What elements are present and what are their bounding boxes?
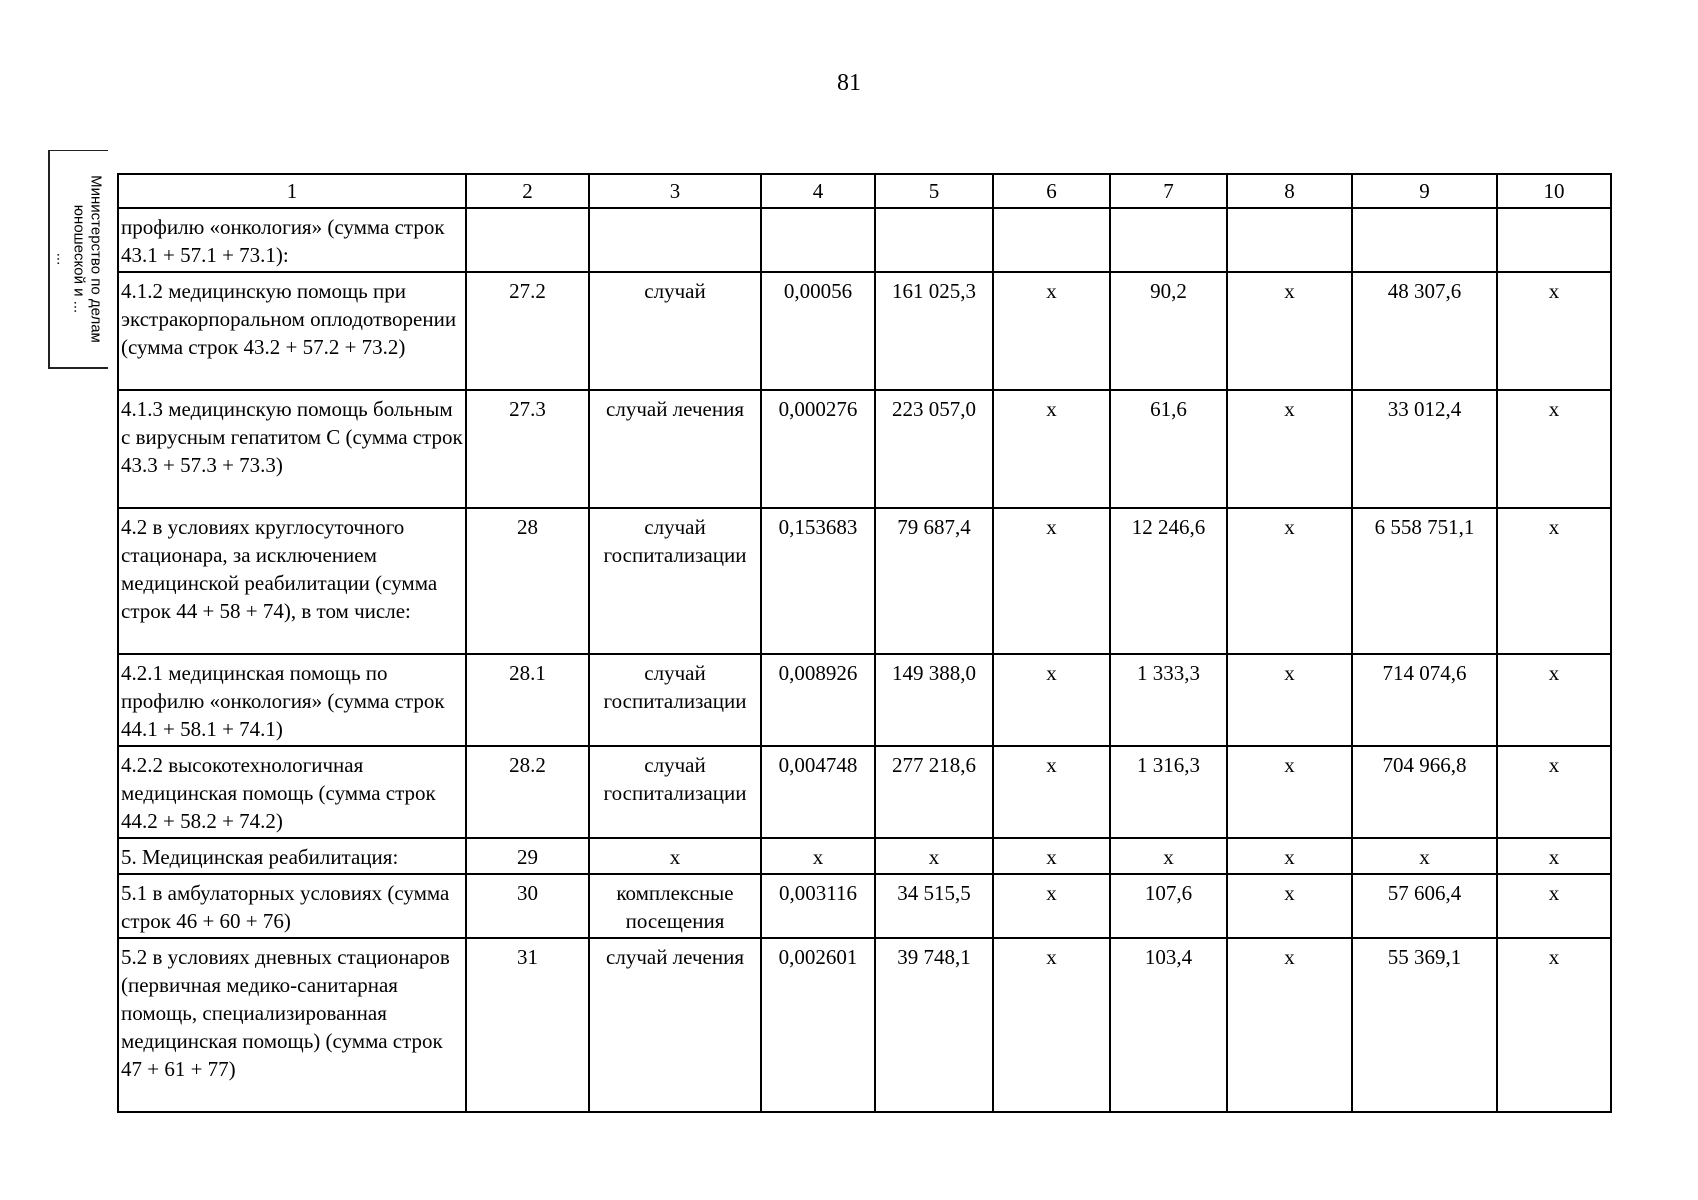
stamp-line: ... xyxy=(53,252,71,266)
table-cell: 0,153683 xyxy=(761,508,875,654)
table-cell: х xyxy=(1110,838,1227,874)
table-row xyxy=(118,208,1611,272)
table-cell: х xyxy=(1497,272,1611,390)
ministry-stamp xyxy=(48,150,108,369)
table-cell: 0,002601 xyxy=(761,938,875,1112)
row-label-cell: 4.1.3 медицинскую помощь больным с вирусным гепатитом С (сумма строк 43.3 + 57.3 + 73.3) xyxy=(118,390,466,508)
table-cell: х xyxy=(1227,390,1352,508)
table-cell: комплексные посещения xyxy=(589,874,761,938)
table-cell: 27.3 xyxy=(466,390,589,508)
header-cell: 1 xyxy=(118,174,466,208)
table-cell: 0,004748 xyxy=(761,746,875,838)
header-cell: 4 xyxy=(761,174,875,208)
table-cell: 33 012,4 xyxy=(1352,390,1497,508)
table-cell: х xyxy=(1227,938,1352,1112)
table-cell: 0,000276 xyxy=(761,390,875,508)
table-row xyxy=(118,938,1611,1112)
table-cell: 28.1 xyxy=(466,654,589,746)
header-cell: 9 xyxy=(1352,174,1497,208)
table-cell xyxy=(1352,208,1497,272)
table-cell: 39 748,1 xyxy=(875,938,993,1112)
table-cell: х xyxy=(1227,654,1352,746)
stamp-text xyxy=(54,175,105,343)
row-label-cell: 5.1 в амбулаторных условиях (сумма строк 46 + 60 + 76) xyxy=(118,874,466,938)
table-cell: 28 xyxy=(466,508,589,654)
table-cell xyxy=(875,208,993,272)
table-cell: 1 333,3 xyxy=(1110,654,1227,746)
table-cell: х xyxy=(993,272,1110,390)
table-cell: 34 515,5 xyxy=(875,874,993,938)
table-cell xyxy=(1110,208,1227,272)
table-cell xyxy=(1497,208,1611,272)
table-cell: х xyxy=(1227,508,1352,654)
table-cell xyxy=(761,208,875,272)
table-cell: 714 074,6 xyxy=(1352,654,1497,746)
header-cell: 5 xyxy=(875,174,993,208)
header-cell: 3 xyxy=(589,174,761,208)
table-cell: х xyxy=(993,654,1110,746)
table-cell: 161 025,3 xyxy=(875,272,993,390)
table-cell xyxy=(1227,208,1352,272)
table-cell xyxy=(589,208,761,272)
table-cell: 55 369,1 xyxy=(1352,938,1497,1112)
table-cell: 149 388,0 xyxy=(875,654,993,746)
table-row xyxy=(118,874,1611,938)
header-cell: 10 xyxy=(1497,174,1611,208)
table-cell: х xyxy=(1497,746,1611,838)
data-table xyxy=(117,173,1612,1113)
table-cell: х xyxy=(993,938,1110,1112)
row-label-cell: 4.1.2 медицинскую помощь при экстракорпоральном оплодотворении (сумма строк 43.2 + 57.2 + 73.2) xyxy=(118,272,466,390)
table-cell: х xyxy=(1497,390,1611,508)
header-cell: 8 xyxy=(1227,174,1352,208)
table-cell: 1 316,3 xyxy=(1110,746,1227,838)
table-cell: 30 xyxy=(466,874,589,938)
table-row xyxy=(118,508,1611,654)
table-cell: 107,6 xyxy=(1110,874,1227,938)
table-cell: 704 966,8 xyxy=(1352,746,1497,838)
table-cell: х xyxy=(993,874,1110,938)
table-cell: 90,2 xyxy=(1110,272,1227,390)
table-cell: 31 xyxy=(466,938,589,1112)
table-cell: случай лечения xyxy=(589,390,761,508)
header-cell: 2 xyxy=(466,174,589,208)
page-number: 81 xyxy=(837,70,861,96)
table-cell: х xyxy=(1227,874,1352,938)
table-cell: х xyxy=(1352,838,1497,874)
table-cell: случай лечения xyxy=(589,938,761,1112)
table-cell: 223 057,0 xyxy=(875,390,993,508)
row-label-cell: профилю «онкология» (сумма строк 43.1 + 57.1 + 73.1): xyxy=(118,208,466,272)
table-row xyxy=(118,746,1611,838)
table-cell: х xyxy=(761,838,875,874)
row-label-cell: 4.2.1 медицинская помощь по профилю «онкология» (сумма строк 44.1 + 58.1 + 74.1) xyxy=(118,654,466,746)
table-cell: х xyxy=(875,838,993,874)
table-cell: случай госпитализации xyxy=(589,654,761,746)
table-cell: 48 307,6 xyxy=(1352,272,1497,390)
row-label-cell: 4.2 в условиях круглосуточного стационара, за исключением медицинской реабилитации (сумма строк 44 + 58 + 74), в том числе: xyxy=(118,508,466,654)
header-cell: 6 xyxy=(993,174,1110,208)
row-label-cell: 4.2.2 высокотехнологичная медицинская помощь (сумма строк 44.2 + 58.2 + 74.2) xyxy=(118,746,466,838)
table-cell: х xyxy=(1227,272,1352,390)
table-cell: 277 218,6 xyxy=(875,746,993,838)
table-cell: х xyxy=(993,390,1110,508)
table-cell: х xyxy=(1227,746,1352,838)
table-cell: 0,008926 xyxy=(761,654,875,746)
table-cell: 27.2 xyxy=(466,272,589,390)
row-label-cell: 5. Медицинская реабилитация: xyxy=(118,838,466,874)
table-cell: 103,4 xyxy=(1110,938,1227,1112)
table-row xyxy=(118,654,1611,746)
table-cell: 29 xyxy=(466,838,589,874)
table-cell: х xyxy=(589,838,761,874)
table-cell: случай госпитализации xyxy=(589,508,761,654)
table-cell: х xyxy=(1227,838,1352,874)
table-row xyxy=(118,390,1611,508)
stamp-line: Министерство по делам xyxy=(87,175,105,343)
table-cell xyxy=(993,208,1110,272)
table-cell: 79 687,4 xyxy=(875,508,993,654)
table-cell: случай госпитализации xyxy=(589,746,761,838)
row-label-cell: 5.2 в условиях дневных стационаров (первичная медико-санитарная помощь, специализированная медицинская помощь) (сумма строк 47 + 61 + 77) xyxy=(118,938,466,1112)
table-cell: 0,003116 xyxy=(761,874,875,938)
table-header-row xyxy=(118,174,1611,208)
table-cell: 28.2 xyxy=(466,746,589,838)
table-cell: случай xyxy=(589,272,761,390)
table-cell: х xyxy=(1497,938,1611,1112)
stamp-line: юношеской и ... xyxy=(70,204,88,314)
table-row xyxy=(118,272,1611,390)
table-cell: х xyxy=(1497,508,1611,654)
table-cell: 57 606,4 xyxy=(1352,874,1497,938)
table-cell: 0,00056 xyxy=(761,272,875,390)
table-cell: х xyxy=(1497,838,1611,874)
table-cell: 12 246,6 xyxy=(1110,508,1227,654)
table-cell: х xyxy=(993,838,1110,874)
table-row xyxy=(118,838,1611,874)
table-cell: х xyxy=(993,746,1110,838)
table-cell: х xyxy=(1497,654,1611,746)
table-cell: 61,6 xyxy=(1110,390,1227,508)
table-cell: 6 558 751,1 xyxy=(1352,508,1497,654)
table-cell: х xyxy=(993,508,1110,654)
table-cell xyxy=(466,208,589,272)
header-cell: 7 xyxy=(1110,174,1227,208)
table-cell: х xyxy=(1497,874,1611,938)
